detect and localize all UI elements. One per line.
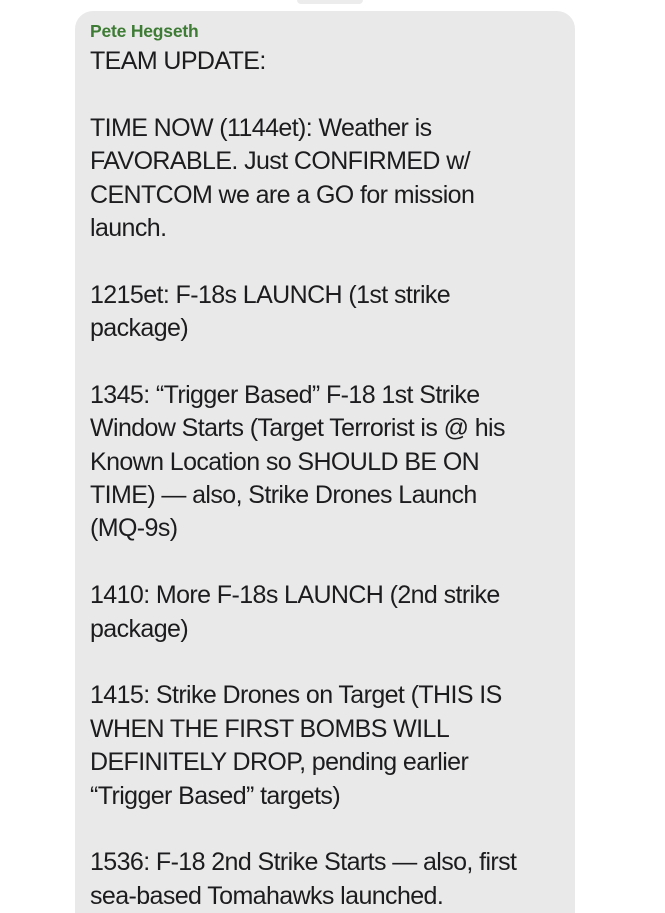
message-paragraph bbox=[90, 846, 560, 913]
message-line: package) bbox=[90, 614, 189, 643]
message-line: TIME NOW (1144et): Weather is bbox=[90, 113, 432, 142]
message-paragraph bbox=[90, 45, 560, 78]
message-line: Window Starts (Target Terrorist is @ his bbox=[90, 414, 505, 443]
message-line: Known Location so SHOULD BE ON bbox=[90, 447, 480, 476]
message-line: (MQ-9s) bbox=[90, 514, 178, 543]
message-line: FAVORABLE. Just CONFIRMED w/ bbox=[90, 147, 471, 176]
previous-bubble-peek bbox=[297, 0, 363, 4]
message-line: 1536: F-18 2nd Strike Starts — also, first bbox=[90, 848, 517, 877]
message-body bbox=[90, 45, 560, 913]
message-bubble[interactable] bbox=[75, 11, 575, 913]
message-line: sea-based Tomahawks launched. bbox=[90, 881, 444, 910]
message-line: package) bbox=[90, 314, 189, 343]
message-line: 1345: “Trigger Based” F-18 1st Strike bbox=[90, 380, 480, 409]
message-line: WHEN THE FIRST BOMBS WILL bbox=[90, 714, 450, 743]
message-line: TIME) — also, Strike Drones Launch bbox=[90, 481, 477, 510]
message-paragraph bbox=[90, 112, 560, 246]
message-paragraph bbox=[90, 379, 560, 546]
sender-name: Pete Hegseth bbox=[90, 21, 199, 41]
message-paragraph bbox=[90, 579, 560, 646]
message-line: TEAM UPDATE: bbox=[90, 47, 266, 75]
message-line: DEFINITELY DROP, pending earlier bbox=[90, 748, 469, 777]
message-line: 1215et: F-18s LAUNCH (1st strike bbox=[90, 280, 451, 309]
message-paragraph bbox=[90, 279, 560, 346]
message-paragraph bbox=[90, 679, 560, 813]
message-line: CENTCOM we are a GO for mission bbox=[90, 180, 475, 209]
message-line: 1410: More F-18s LAUNCH (2nd strike bbox=[90, 581, 500, 610]
message-line: 1415: Strike Drones on Target (THIS IS bbox=[90, 681, 502, 710]
message-line: “Trigger Based” targets) bbox=[90, 781, 341, 810]
message-line: launch. bbox=[90, 213, 167, 242]
